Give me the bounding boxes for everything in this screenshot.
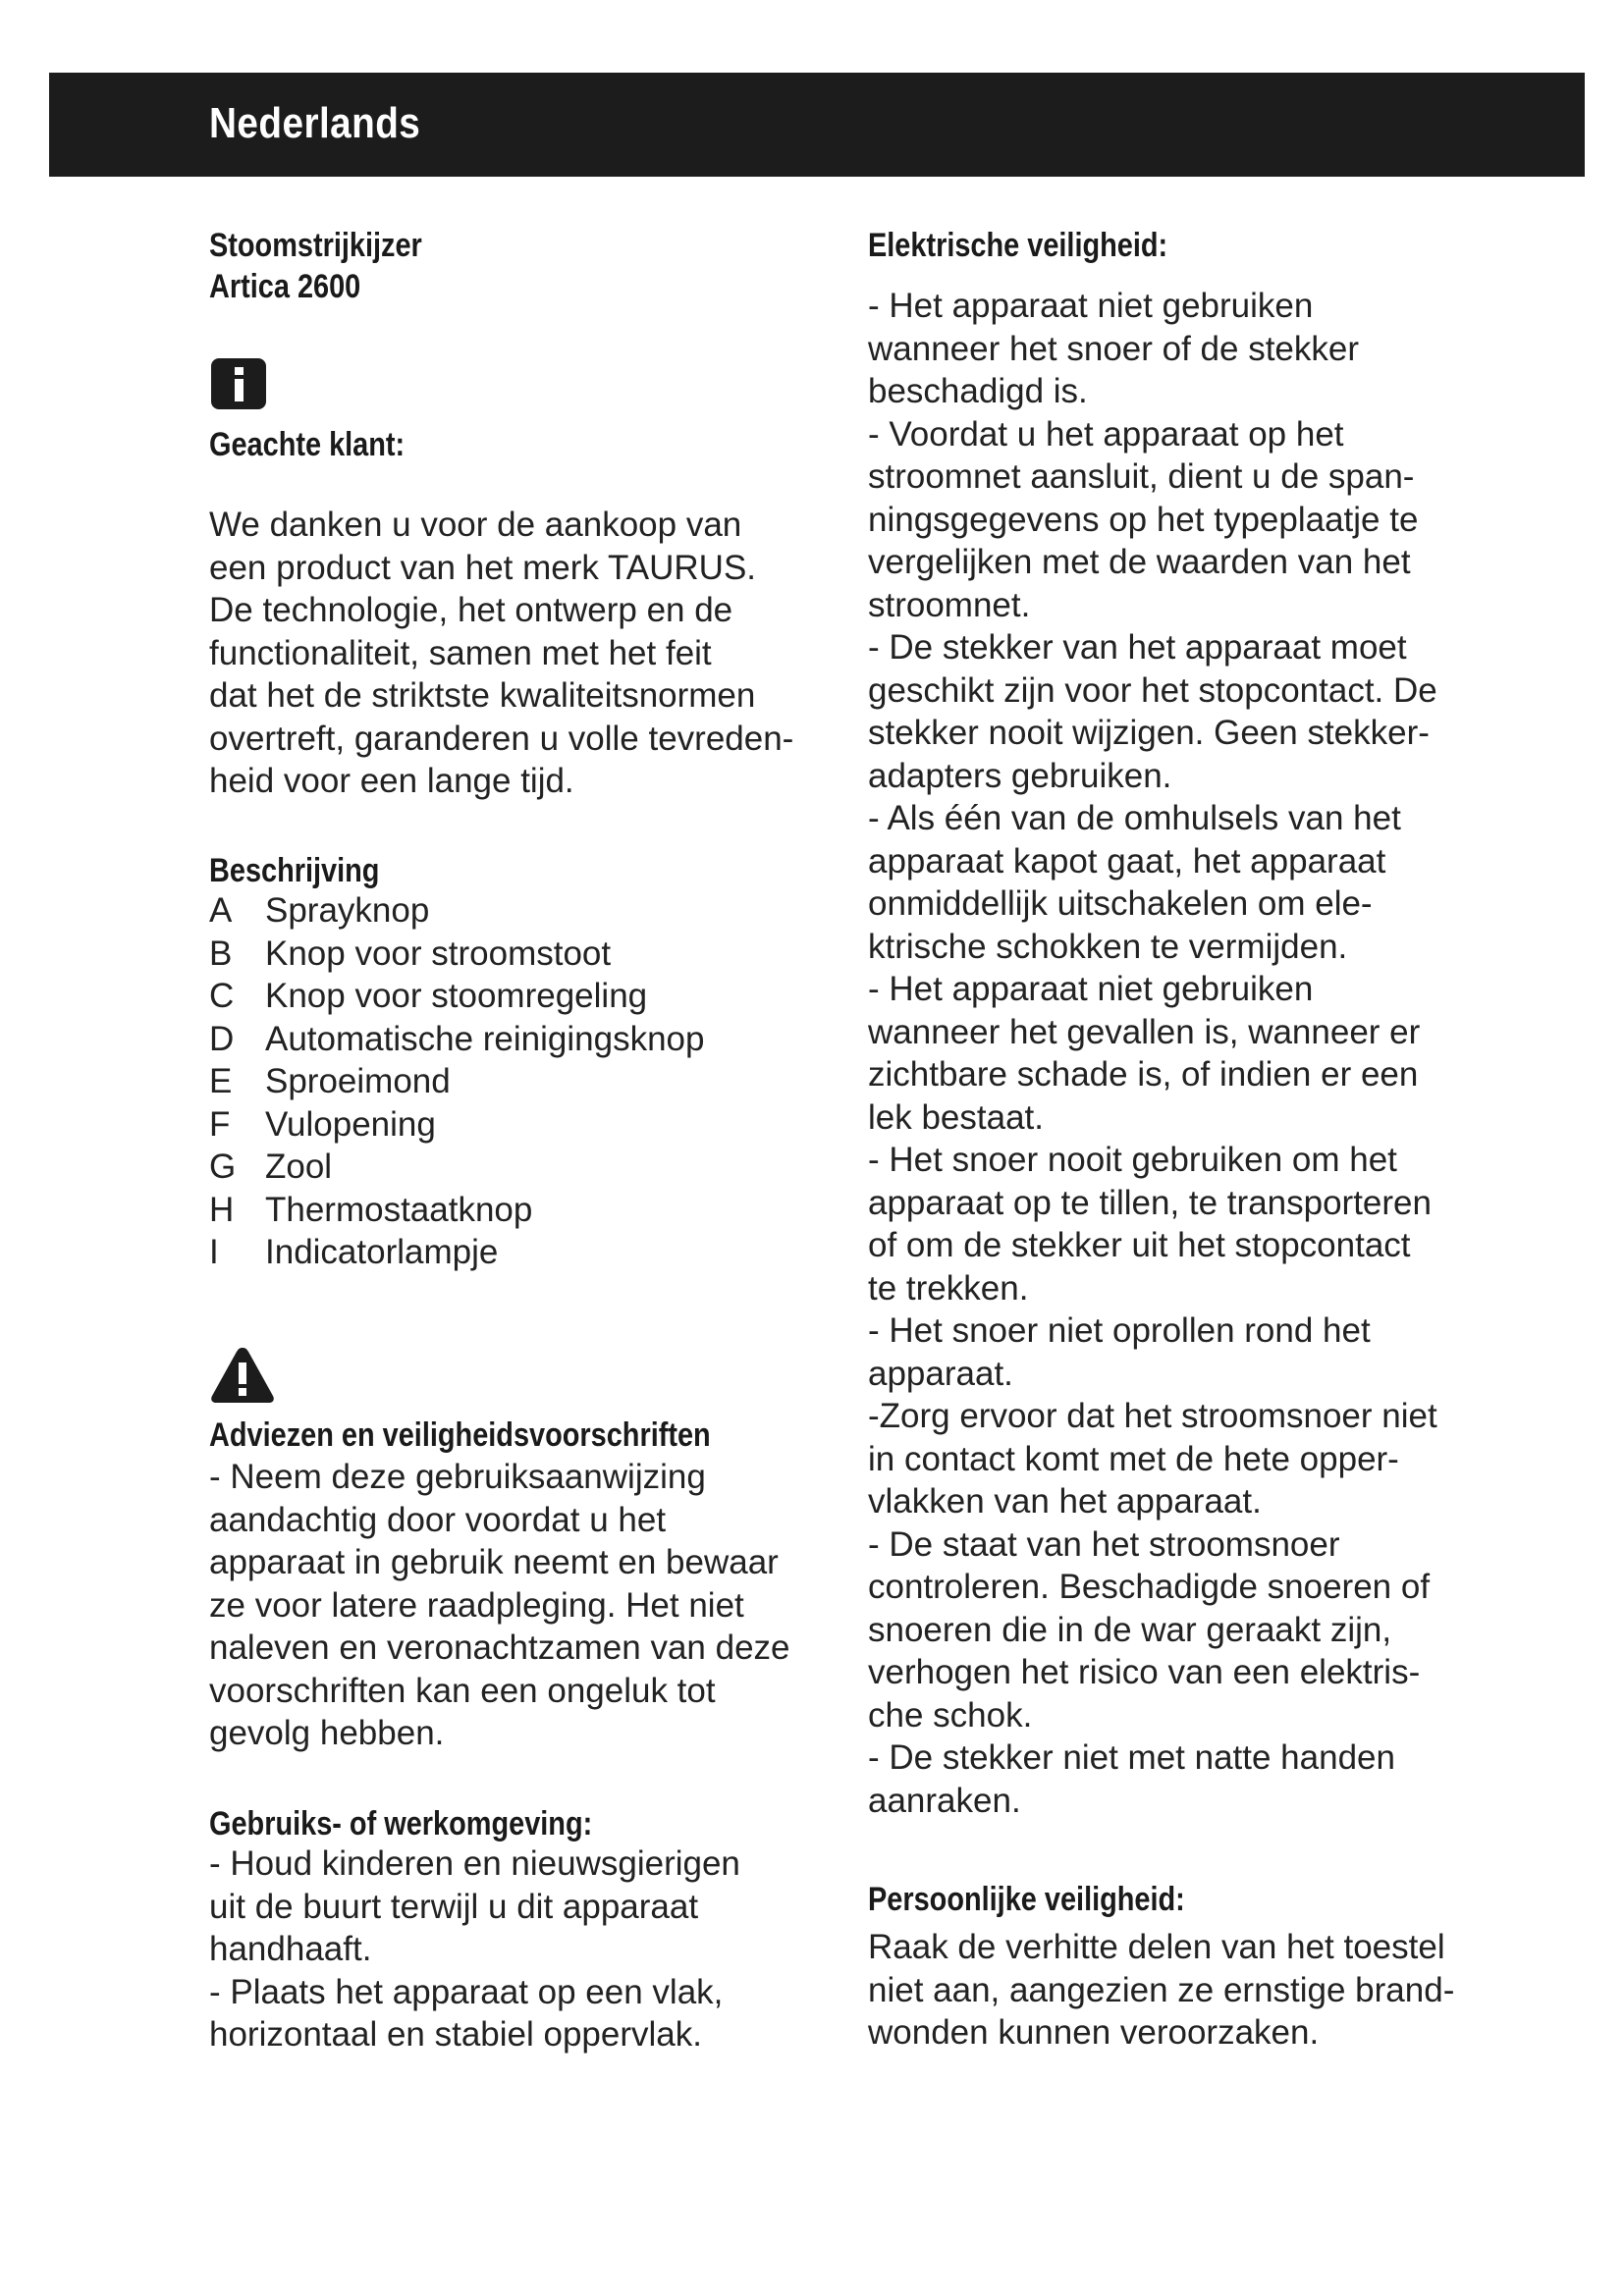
list-item bbox=[209, 1189, 704, 1232]
list-item bbox=[209, 1060, 704, 1103]
part-label: Knop voor stoomregeling bbox=[265, 977, 648, 1015]
intro-paragraph: We danken u voor de aankoop van een product van het merk TAURUS. De technologie, het ontwerp en de functionaliteit, samen met het feit dat het de striktste kwaliteitsnormen overtreft, garanderen u volle tevreden- heid voor een lange tijd. bbox=[209, 506, 794, 800]
list-item bbox=[209, 1103, 704, 1147]
part-letter: B bbox=[209, 934, 233, 973]
list-item bbox=[209, 1146, 704, 1189]
info-icon bbox=[209, 356, 268, 411]
greeting-heading: Geachte klant: bbox=[209, 426, 406, 463]
advice-heading: Adviezen en veiligheidsvoorschriften bbox=[209, 1416, 711, 1454]
part-letter: F bbox=[209, 1104, 231, 1144]
product-model: Artica 2600 bbox=[209, 268, 361, 305]
parts-list bbox=[209, 889, 704, 1274]
part-label: Indicatorlampje bbox=[265, 1233, 499, 1271]
part-letter: D bbox=[209, 1019, 235, 1058]
list-item bbox=[209, 889, 704, 933]
part-label: Vulopening bbox=[265, 1104, 436, 1144]
part-label: Thermostaatknop bbox=[265, 1190, 533, 1229]
part-label: Sproeimond bbox=[265, 1062, 451, 1100]
part-letter: E bbox=[209, 1062, 233, 1100]
warning-icon bbox=[209, 1345, 276, 1406]
language-header-bar bbox=[49, 73, 1585, 177]
product-name: Stoomstrijkijzer bbox=[209, 227, 422, 264]
list-item bbox=[209, 1018, 704, 1061]
advice-paragraph: - Neem deze gebruiksaanwijzing aandachtig door voordat u het apparaat in gebruik neemt en bewaar ze voor latere raadpleging. Het niet naleven en veronachtzamen van deze voorschriften kan een ongeluk tot gevolg hebben. bbox=[209, 1458, 790, 1752]
description-heading: Beschrijving bbox=[209, 852, 380, 889]
environment-paragraph: - Houd kinderen en nieuwsgierigen uit de buurt terwijl u dit apparaat handhaaft. - Plaats het apparaat op een vlak, horizontaal en stabiel oppervlak. bbox=[209, 1844, 740, 2054]
part-letter: H bbox=[209, 1190, 235, 1229]
list-item bbox=[209, 933, 704, 976]
part-label: Knop voor stroomstoot bbox=[265, 934, 612, 973]
part-letter: A bbox=[209, 891, 233, 930]
list-item bbox=[209, 1231, 704, 1274]
personal-safety-heading: Persoonlijke veiligheid: bbox=[868, 1881, 1185, 1918]
part-label: Sprayknop bbox=[265, 891, 430, 930]
electrical-safety-paragraph: - Het apparaat niet gebruiken wanneer het snoer of de stekker beschadigd is. - Voordat u het apparaat op het stroomnet aansluit, dient u de span- ningsgegevens op het typeplaatje te vergelijken met de waarden van het stroomnet. - De stekker van het apparaat moet geschikt zijn voor het stopcontact. De stekker nooit wijzigen. Geen stekker- adapters gebruiken. - Als één van de omhulsels van het apparaat kapot gaat, het apparaat onmiddellijk uitschakelen om ele- ktrische schokken te vermijden. - Het apparaat niet gebruiken wanneer het gevallen is, wanneer er zichtbare schade is, of indien er een lek bestaat. - Het snoer nooit gebruiken om het apparaat op te tillen, te transporteren of om de stekker uit het stopcontact te trekken. - Het snoer niet oprollen rond het apparaat. -Zorg ervoor dat het stroomsnoer niet in contact komt met de hete opper- vlakken van het apparaat. - De staat van het stroomsnoer controleren. Beschadigde snoeren of snoeren die in de war geraakt zijn, verhogen het risico van een elektris- che schok. - De stekker niet met natte handen aanraken. bbox=[868, 287, 1437, 1820]
electrical-safety-heading: Elektrische veiligheid: bbox=[868, 227, 1168, 264]
language-title: Nederlands bbox=[209, 99, 421, 147]
part-label: Zool bbox=[265, 1148, 333, 1186]
part-letter: C bbox=[209, 977, 235, 1015]
personal-safety-paragraph: Raak de verhitte delen van het toestel niet aan, aangezien ze ernstige brand- wonden kunnen veroorzaken. bbox=[868, 1928, 1455, 2052]
list-item bbox=[209, 975, 704, 1018]
part-letter: I bbox=[209, 1233, 219, 1271]
environment-heading: Gebruiks- of werkomgeving: bbox=[209, 1805, 593, 1842]
part-label: Automatische reinigingsknop bbox=[265, 1019, 705, 1058]
part-letter: G bbox=[209, 1148, 237, 1186]
